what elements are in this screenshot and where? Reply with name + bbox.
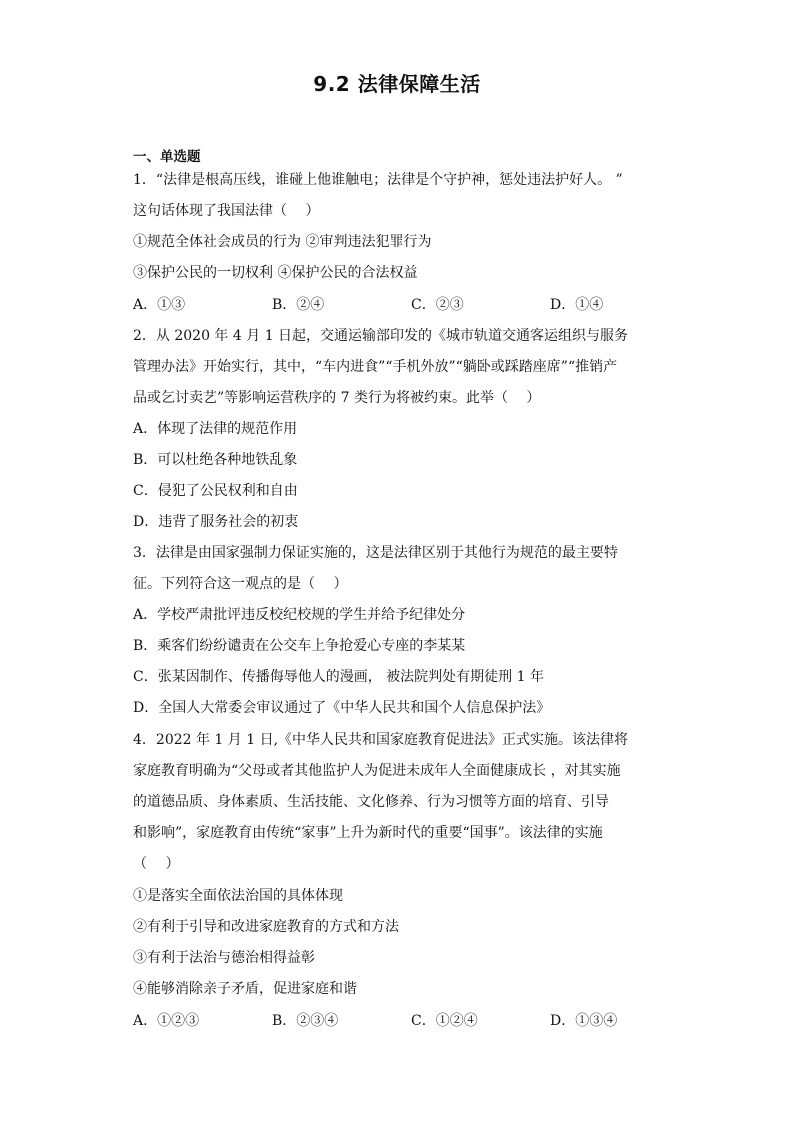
q4-statement-1: ①是落实全面依法治国的具体体现 xyxy=(133,888,343,904)
q4-option-b: B．②③④ xyxy=(272,1013,339,1029)
q2-line-3: 品或乞讨卖艺”等影响运营秩序的 7 类行为将被约束。此举（ ） xyxy=(133,390,541,406)
q4-statement-4: ④能够消除亲子矛盾，促进家庭和谐 xyxy=(133,981,357,997)
q4-line-1: 4．2022 年 1 月 1 日,《中华人民共和国家庭教育促进法》正式实施。该法律将 xyxy=(133,732,629,748)
q2-option-c: C．侵犯了公民权利和自由 xyxy=(133,483,298,499)
q2-line-2: 管理办法》开始实行，其中，“车内进食”“手机外放”“躺卧或踩踏座席”“推销产 xyxy=(133,359,618,375)
q3-option-d: D．全国人大常委会审议通过了《中华人民共和国个人信息保护法》 xyxy=(133,700,551,716)
q3-line-1: 3．法律是由国家强制力保证实施的，这是法律区别于其他行为规范的最主要特 xyxy=(133,545,618,561)
q1-statement-2: ③保护公民的一切权利 ④保护公民的合法权益 xyxy=(133,265,418,281)
q2-option-d: D．违背了服务社会的初衷 xyxy=(133,514,299,530)
q1-statement-1: ①规范全体社会成员的行为 ②审判违法犯罪行为 xyxy=(133,234,432,250)
q1-option-d: D．①④ xyxy=(550,297,604,313)
page-title: 9.2 法律保障生活 xyxy=(313,72,481,96)
q4-option-c: C．①②④ xyxy=(411,1013,478,1029)
q4-line-5: （ ） xyxy=(133,856,180,872)
q3-option-b: B．乘客们纷纷谴责在公交车上争抢爱心专座的李某某 xyxy=(133,638,466,654)
q4-statement-3: ③有利于法治与德治相得益彰 xyxy=(133,950,315,966)
q2-line-1: 2．从 2020 年 4 月 1 日起，交通运输部印发的《城市轨道交通客运组织与服务 xyxy=(133,328,629,344)
q1-line-2: 这句话体现了我国法律（ ） xyxy=(133,203,320,219)
q2-option-b: B．可以杜绝各种地铁乱象 xyxy=(133,452,298,468)
q2-option-a: A．体现了法律的规范作用 xyxy=(133,421,298,437)
section-heading: 一、单选题 xyxy=(133,149,201,165)
q4-option-a: A．①②③ xyxy=(133,1013,200,1029)
q3-option-a: A．学校严肃批评违反校纪校规的学生并给予纪律处分 xyxy=(133,607,466,623)
q3-option-c: C．张某因制作、传播侮辱他人的漫画， 被法院判处有期徒刑 1 年 xyxy=(133,669,544,685)
q4-line-2: 家庭教育明确为“父母或者其他监护人为促进未成年人全面健康成长 ，对其实施 xyxy=(133,763,621,779)
q1-option-b: B．②④ xyxy=(272,297,325,313)
q4-line-4: 和影响”，家庭教育由传统“家事”上升为新时代的重要“国事”。该法律的实施 xyxy=(133,825,603,841)
q4-statement-2: ②有利于引导和改进家庭教育的方式和方法 xyxy=(133,919,399,935)
q1-option-c: C．②③ xyxy=(411,297,464,313)
q3-line-2: 征。下列符合这一观点的是（ ） xyxy=(133,576,348,592)
q1-option-a: A．①③ xyxy=(133,297,186,313)
q4-line-3: 的道德品质、身体素质、生活技能、文化修养、行为习惯等方面的培育、引导 xyxy=(133,794,609,810)
q4-option-d: D．①③④ xyxy=(550,1013,618,1029)
q1-line-1: 1．“法律是根高压线，谁碰上他谁触电；法律是个守护神，惩处违法护好人。 ” xyxy=(133,172,623,188)
